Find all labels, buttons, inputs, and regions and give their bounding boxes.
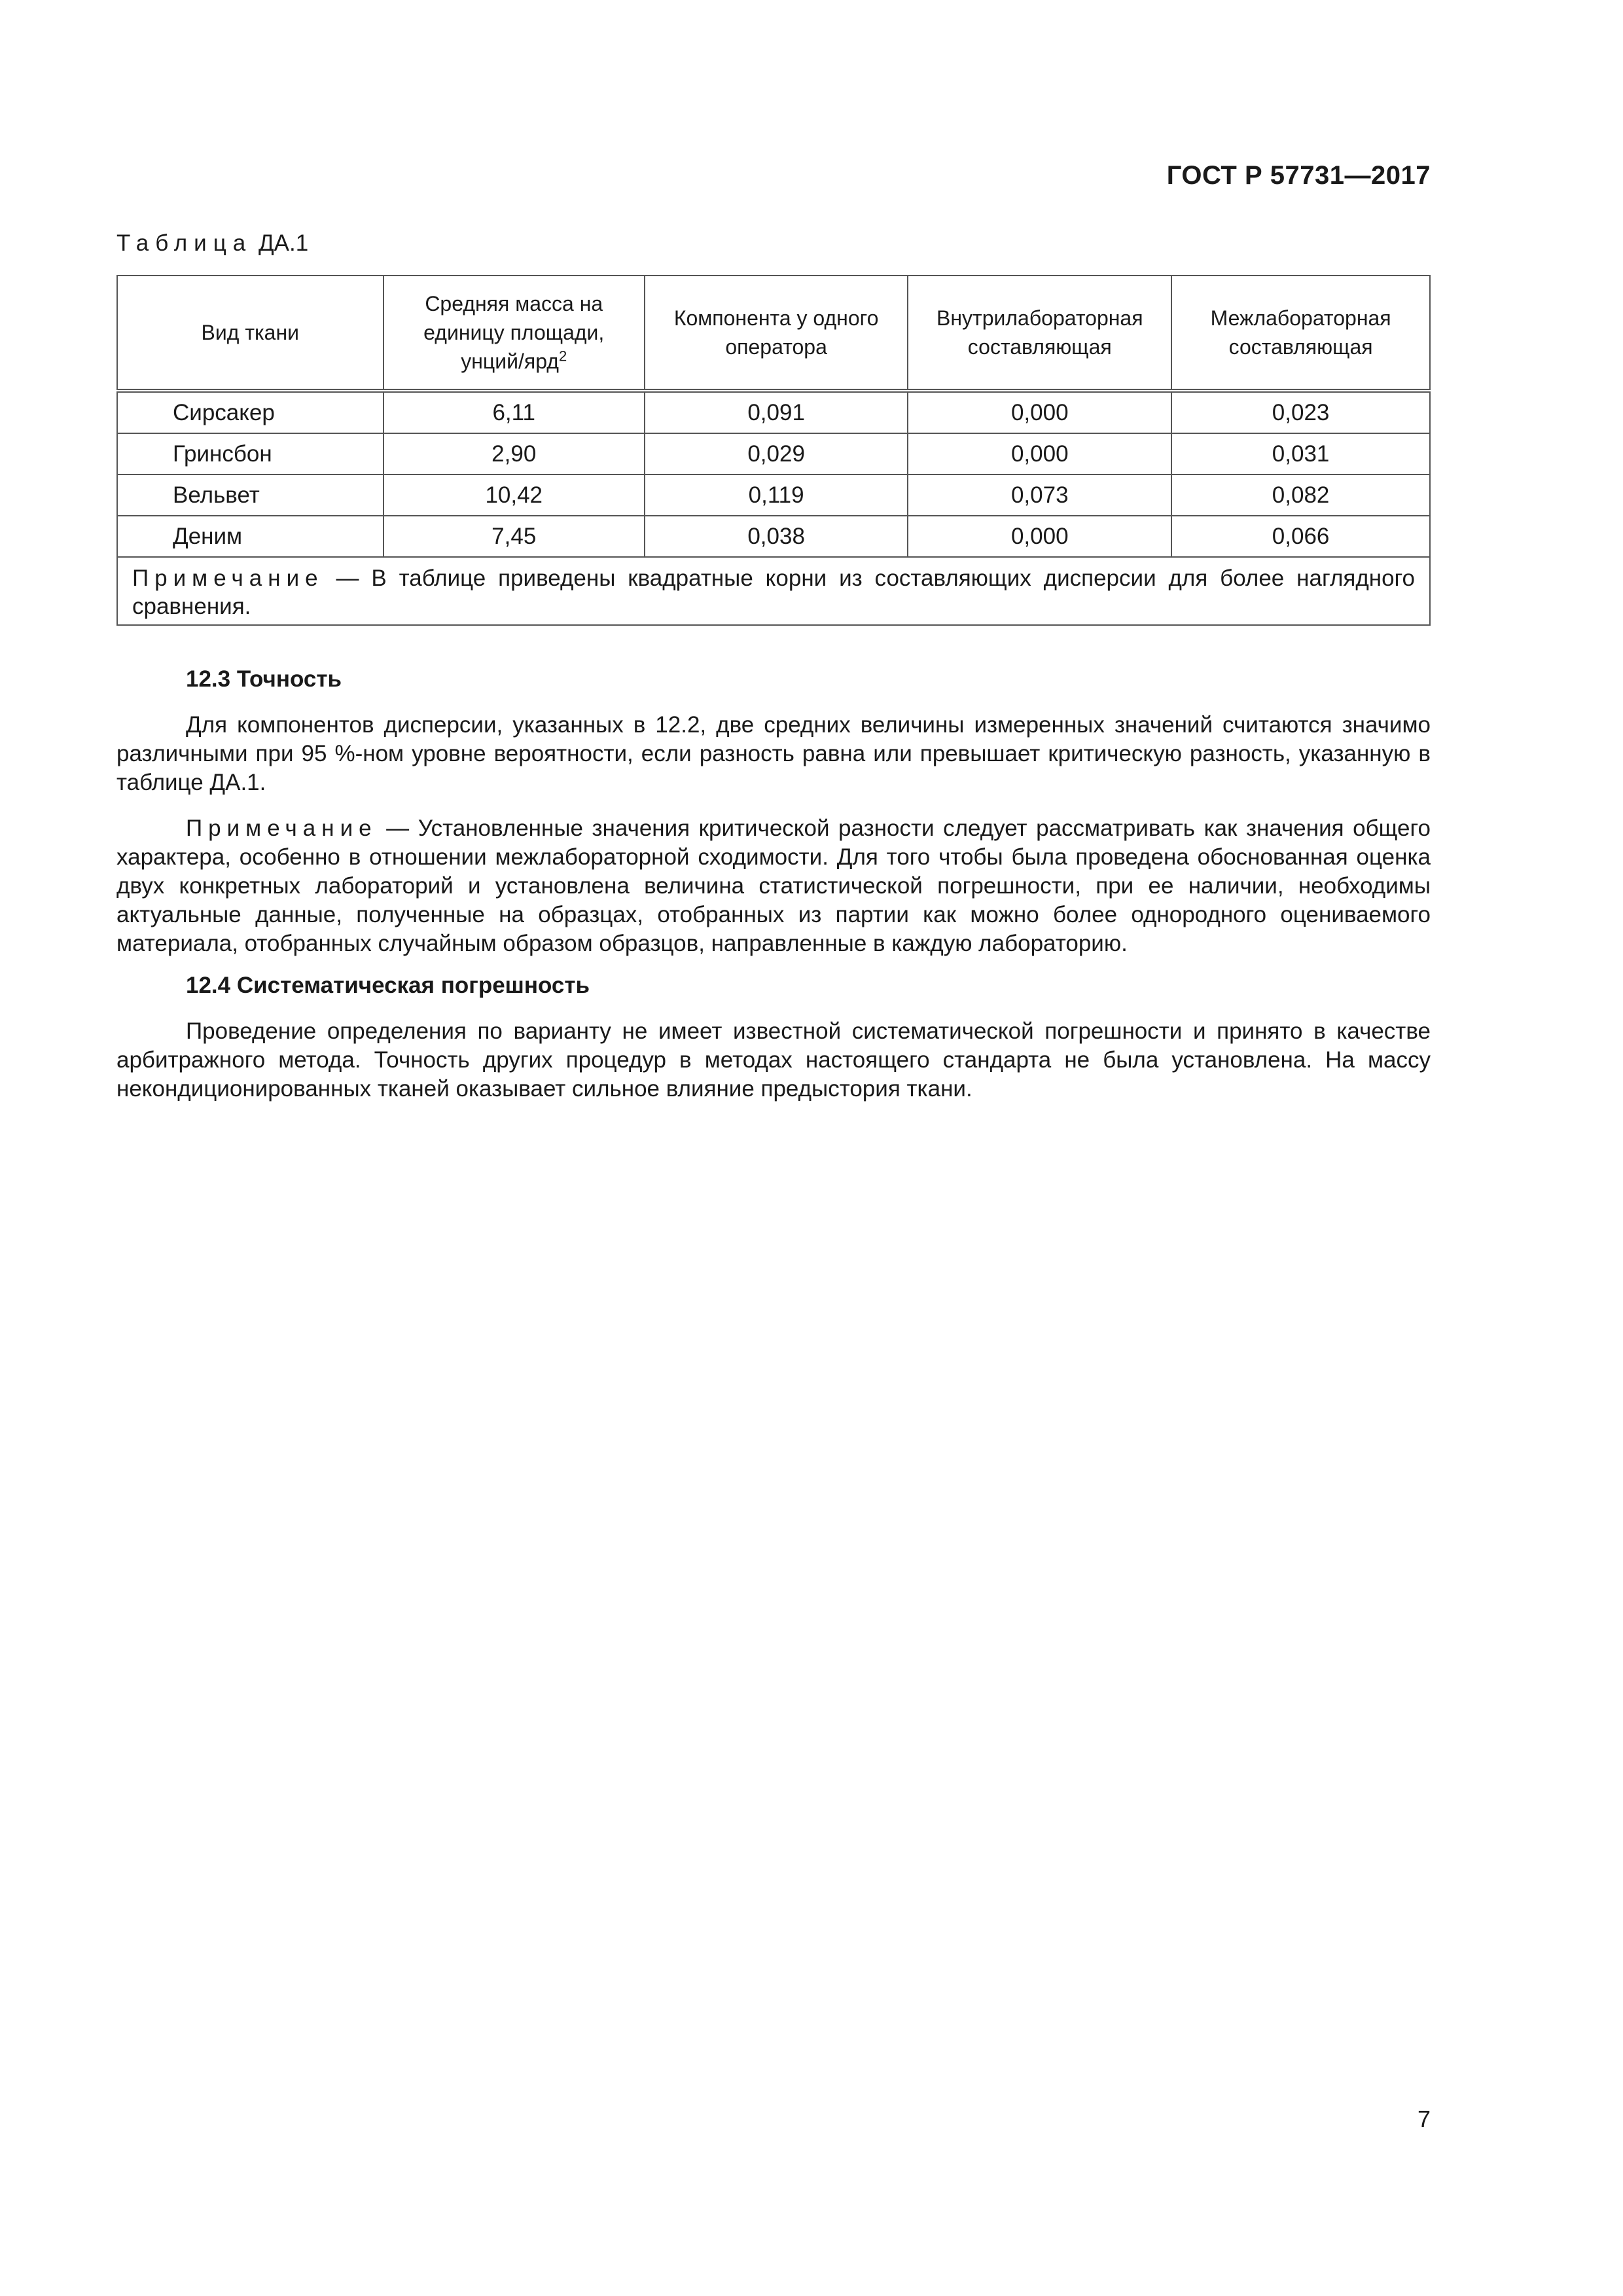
cell-within-lab: 0,000: [908, 391, 1171, 433]
table-note-row: [117, 557, 1430, 625]
section-heading: 12.3 Точность: [186, 666, 342, 692]
table-row: [117, 433, 1430, 475]
cell-operator: 0,091: [645, 391, 908, 433]
cell-mass: 10,42: [383, 475, 645, 516]
cell-operator: 0,119: [645, 475, 908, 516]
page-number: 7: [1417, 2106, 1431, 2132]
cell-operator: 0,029: [645, 433, 908, 475]
cell-fabric: Деним: [117, 516, 383, 557]
column-header-operator: Компонента у одного оператора: [645, 276, 908, 391]
column-header-fabric: Вид ткани: [117, 276, 383, 391]
table-row: [117, 391, 1430, 433]
table-caption: [116, 230, 308, 257]
cell-fabric: Гринсбон: [117, 433, 383, 475]
superscript: 2: [558, 348, 567, 365]
table-caption-label: Таблица: [116, 230, 253, 256]
section-12-4: [116, 971, 1431, 1103]
note-label: Примечание: [186, 816, 378, 841]
cell-mass: 2,90: [383, 433, 645, 475]
table-note: [117, 557, 1430, 625]
table-row: [117, 475, 1430, 516]
cell-within-lab: 0,073: [908, 475, 1171, 516]
column-header-between-lab: Межлабораторная составляющая: [1171, 276, 1430, 391]
cell-within-lab: 0,000: [908, 516, 1171, 557]
table-note-label: Примечание: [132, 565, 324, 591]
cell-between-lab: 0,023: [1171, 391, 1430, 433]
paragraph: Для компонентов дисперсии, указанных в 12.2, две средних величины измеренных значений считаются значимо различными при 95 %-ном уровне вероятности, если разность равна или превышает критическую разность, указанную в таблице ДА.1.: [116, 712, 1431, 795]
cell-between-lab: 0,031: [1171, 433, 1430, 475]
cell-within-lab: 0,000: [908, 433, 1171, 475]
cell-mass: 7,45: [383, 516, 645, 557]
column-header-mass: Средняя масса на единицу площади, унций/ярд$^2$: [383, 276, 645, 391]
cell-mass: 6,11: [383, 391, 645, 433]
paragraph: Проведение определения по варианту не имеет известной систематической погрешности и принято в качестве арбитражного метода. Точность других процедур в методах настоящего стандарта не была установлена. На массу некондиционированных тканей оказывает сильное влияние предыстория ткани.: [116, 1018, 1431, 1102]
document-code: ГОСТ Р 57731—2017: [1166, 161, 1431, 190]
section-heading: 12.4 Систематическая погрешность: [186, 973, 590, 998]
table-header-row: [117, 276, 1430, 391]
cell-fabric: Сирсакер: [117, 391, 383, 433]
table-row: [117, 516, 1430, 557]
variance-table: [116, 275, 1431, 626]
cell-fabric: Вельвет: [117, 475, 383, 516]
note-paragraph: [116, 814, 1431, 958]
cell-between-lab: 0,082: [1171, 475, 1430, 516]
cell-between-lab: 0,066: [1171, 516, 1430, 557]
cell-operator: 0,038: [645, 516, 908, 557]
column-header-within-lab: Внутрилабораторная составляющая: [908, 276, 1171, 391]
section-12-3: [116, 665, 1431, 958]
table-caption-number: ДА.1: [258, 230, 309, 256]
note-text: — Установленные значения критической разности следует рассматривать как значения общего характера, особенно в отношении межлабораторной сходимости. Для того чтобы была проведена обоснованная оценка двух конкретных лабораторий и установлена величина статистической погрешности, при ее наличии, необходимы актуальные данные, полученные на образцах, отобранных из партии как можно более однородного оцениваемого материала, отобранных случайным образом образцов, направленные в каждую лабораторию.: [116, 816, 1431, 956]
table-note-text: — В таблице приведены квадратные корни из составляющих дисперсии для более наглядного сравнения.: [132, 565, 1415, 619]
